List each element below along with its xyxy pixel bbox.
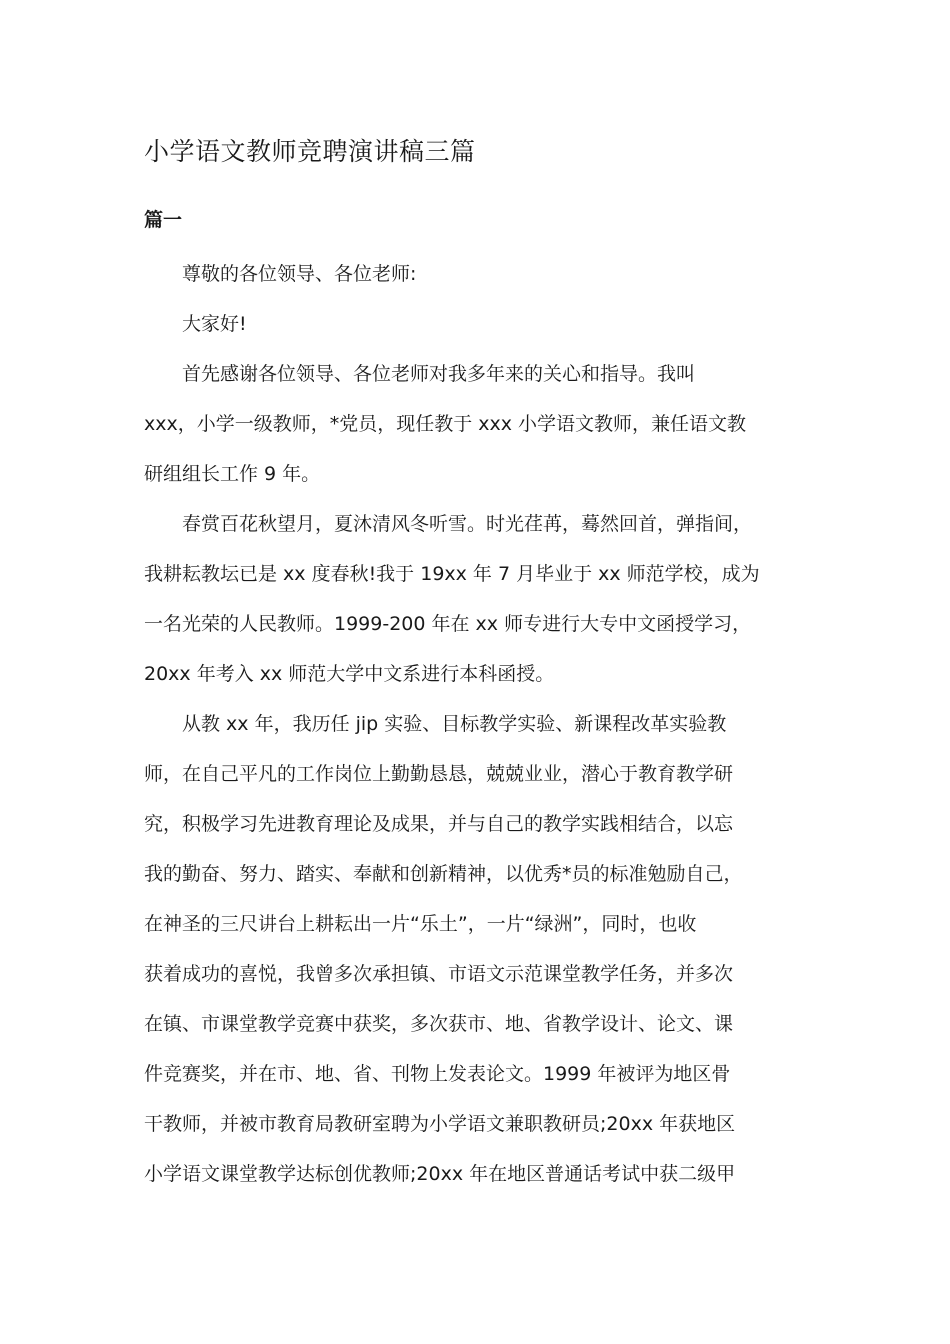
section-heading: 篇一 [144,209,183,231]
paragraph-line: 小学语文课堂教学达标创优教师;20xx 年在地区普通话考试中获二级甲 [144,1163,736,1185]
paragraph-line: 我耕耘教坛已是 xx 度春秋!我于 19xx 年 7 月毕业于 xx 师范学校，成为 [144,563,760,585]
document-content [144,132,810,1199]
paragraph-line: 春赏百花秋望月，夏沐清风冬听雪。时光荏苒，蓦然回首，弹指间， [182,513,753,535]
paragraph-line: 从教 xx 年，我历任 jip 实验、目标教学实验、新课程改革实验教 [182,713,727,735]
paragraph-line: 首先感谢各位领导、各位老师对我多年来的关心和指导。我叫 [182,363,696,385]
paragraph-introduction [144,349,810,499]
salutation: 尊敬的各位领导、各位老师: [182,263,417,285]
paragraph-line: 获着成功的喜悦，我曾多次承担镇、市语文示范课堂教学任务，并多次 [144,963,734,985]
greeting: 大家好! [182,313,247,335]
paragraph-line: xxx，小学一级教师，*党员，现任教于 xxx 小学语文教师，兼任语文教 [144,413,747,435]
paragraph-line: 在神圣的三尺讲台上耕耘出一片“乐土”，一片“绿洲”，同时，也收 [144,913,697,935]
paragraph-career [144,499,810,699]
paragraph-achievements [144,699,810,1199]
paragraph-line: 一名光荣的人民教师。1999-200 年在 xx 师专进行大专中文函授学习， [144,613,752,635]
paragraph-line: 师，在自己平凡的工作岗位上勤勤恳恳，兢兢业业，潜心于教育教学研 [144,763,734,785]
document-title: 小学语文教师竞聘演讲稿三篇 [144,137,476,166]
paragraph-line: 干教师，并被市教育局教研室聘为小学语文兼职教研员;20xx 年获地区 [144,1113,736,1135]
paragraph-line: 20xx 年考入 xx 师范大学中文系进行本科函授。 [144,663,555,685]
paragraph-line: 究，积极学习先进教育理论及成果，并与自己的教学实践相结合，以忘 [144,813,734,835]
paragraph-line: 研组组长工作 9 年。 [144,463,321,485]
paragraph-line: 件竞赛奖，并在市、地、省、刊物上发表论文。1999 年被评为地区骨 [144,1063,731,1085]
paragraph-line: 我的勤奋、努力、踏实、奉献和创新精神，以优秀*员的标准勉励自己， [144,863,743,885]
paragraph-line: 在镇、市课堂教学竞赛中获奖，多次获市、地、省教学设计、论文、课 [144,1013,734,1035]
